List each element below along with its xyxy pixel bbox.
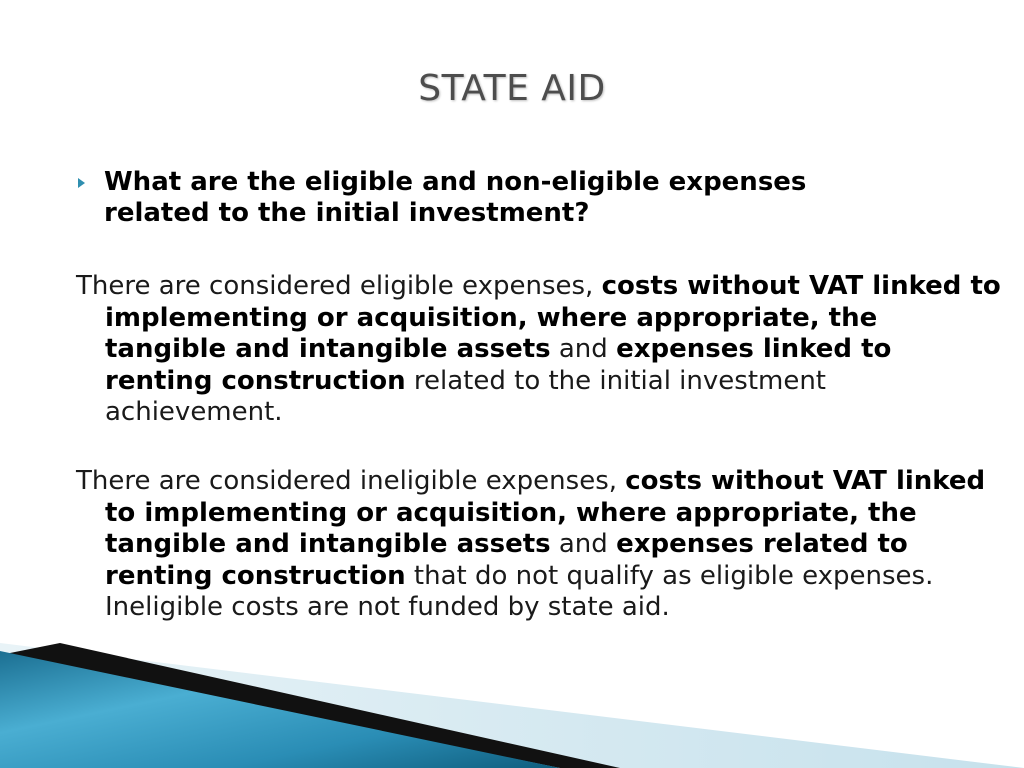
- decorative-corner-swoosh: [0, 643, 1024, 768]
- paragraph-ending: that do not qualify as eligible expenses. Ineligible costs are not funded by state aid.: [105, 560, 934, 622]
- slide-title: STATE AID: [418, 68, 606, 109]
- question-text: What are the eligible and non-eligible expenses related to the initial investment?: [104, 167, 807, 228]
- triangle-bullet-icon: [78, 178, 85, 188]
- paragraph-bold-costs: costs without VAT linked to implementing or acquisition, where appropriate, the tangible and intangible assets: [105, 271, 1001, 364]
- paragraph-bold-costs: costs without VAT linked to implementing or acquisition, where appropriate, the tangible and intangible assets: [105, 466, 986, 559]
- paragraph-bold-renting: expenses related to renting construction: [105, 529, 908, 591]
- paragraph-ending: related to the initial investment achievement.: [105, 365, 827, 427]
- paragraph-connector: and: [550, 529, 617, 559]
- paragraph-connector: and: [550, 334, 617, 364]
- paragraph-intro: There are considered eligible expenses,: [76, 271, 602, 301]
- ineligible-expenses-paragraph: [76, 466, 1005, 624]
- question-bullet: [78, 167, 918, 229]
- eligible-expenses-paragraph: [76, 271, 1005, 429]
- paragraph-bold-renting: expenses linked to renting construction: [105, 334, 892, 396]
- paragraph-intro: There are considered ineligible expenses,: [76, 466, 626, 496]
